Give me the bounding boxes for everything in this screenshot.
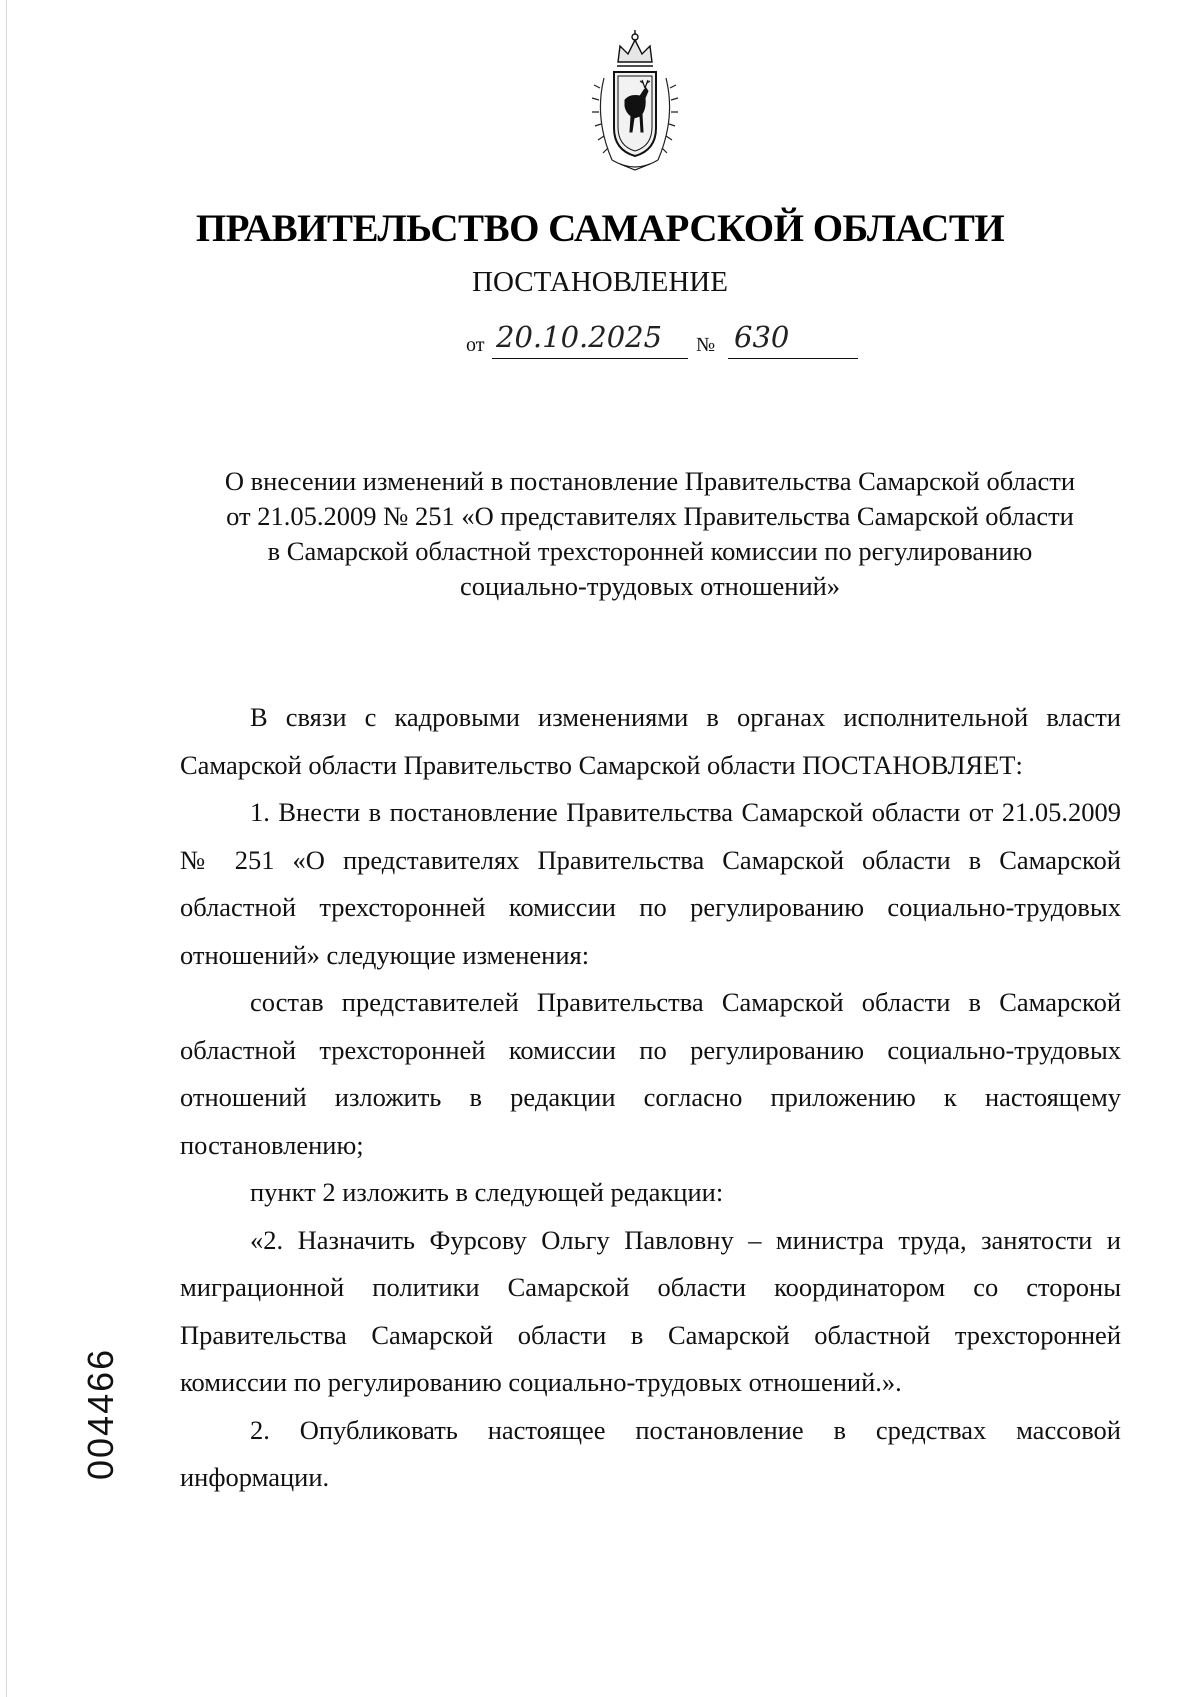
subject-line: социально-трудовых отношений» bbox=[459, 571, 841, 601]
body-paragraph: 2. Опубликовать настоящее постановление в средствах массовой информации. bbox=[180, 1414, 1121, 1492]
subject-line: от 21.05.2009 № 251 «О представителях Правительства Самарской области bbox=[226, 501, 1074, 531]
subject-line: О внесении изменений в постановление Правительства Самарской области bbox=[224, 466, 1076, 496]
document-type: ПОСТАНОВЛЕНИЕ bbox=[472, 266, 728, 298]
date-underline bbox=[492, 358, 688, 359]
coat-of-arms-icon bbox=[590, 28, 680, 178]
page-edge bbox=[6, 0, 7, 1697]
org-title: ПРАВИТЕЛЬСТВО САМАРСКОЙ ОБЛАСТИ bbox=[195, 207, 1005, 250]
side-stamp-number: 004466 bbox=[80, 1347, 121, 1480]
document-body bbox=[180, 694, 1121, 1502]
date-prefix: от bbox=[466, 334, 485, 356]
number-underline bbox=[728, 358, 858, 359]
body-paragraph: пункт 2 изложить в следующей редакции: bbox=[250, 1177, 724, 1207]
body-paragraph: «2. Назначить Фурсову Ольгу Павловну – министра труда, занятости и миграционной политики Самарской области координатором со стороны Правительства Самарской области в Самарской областной трехсторонней комиссии по регулированию социально-трудовых отношений.». bbox=[180, 1224, 1121, 1397]
handwritten-date: 20.10.2025 bbox=[496, 320, 663, 354]
body-paragraph: В связи с кадровыми изменениями в органах исполнительной власти Самарской области Правительство Самарской области ПОСТАНОВЛЯЕТ: bbox=[180, 702, 1121, 780]
handwritten-number: 630 bbox=[734, 320, 790, 354]
document-subject bbox=[170, 464, 1130, 604]
number-prefix: № bbox=[696, 334, 716, 356]
body-paragraph: 1. Внести в постановление Правительства Самарской области от 21.05.2009 № 251 «О представителях Правительства Самарской области в Самарской областной трехсторонней комиссии по регулированию социально-трудовых отношений» следующие изменения: bbox=[180, 797, 1121, 970]
date-number-line bbox=[466, 320, 866, 364]
body-paragraph: состав представителей Правительства Самарской области в Самарской областной трехсторонней комиссии по регулированию социально-трудовых отношений изложить в редакции согласно приложению к настоящему постановлению; bbox=[180, 987, 1121, 1160]
subject-line: в Самарской областной трехсторонней комиссии по регулированию bbox=[267, 536, 1033, 566]
